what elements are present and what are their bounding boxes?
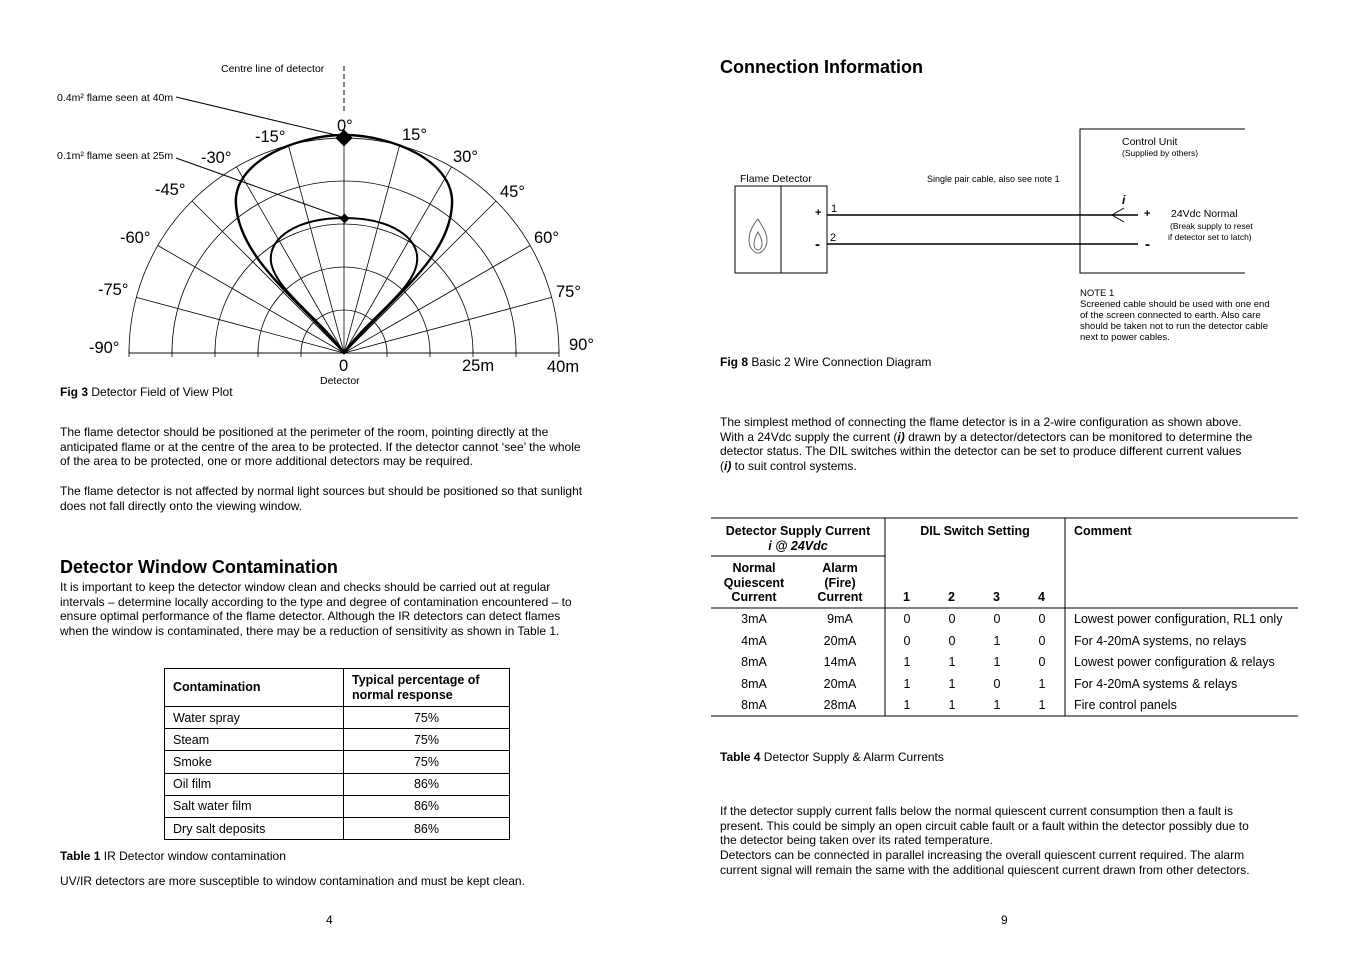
table-cell-s1: 1 [903, 698, 911, 712]
table-cell-normal: 8mA [741, 698, 767, 712]
table-cell-alarm: 9mA [827, 612, 853, 626]
angle-label-60: 60° [534, 229, 559, 247]
col-dil-header: DIL Switch Setting [920, 524, 1030, 538]
current-arrow-icon [1112, 208, 1124, 222]
range-40m-label: 40m [547, 358, 580, 376]
table4-caption: Table 4 Detector Supply & Alarm Currents [720, 750, 944, 764]
flame-40m-label: 0.4m² flame seen at 40m [57, 92, 174, 104]
terminal-2: 2 [830, 232, 837, 244]
table-cell-normal: 4mA [741, 633, 767, 648]
supply-note-line-1: (Break supply to reset [1170, 221, 1253, 231]
table-row: Steam 75% [165, 729, 510, 751]
fov-grid [129, 138, 559, 357]
cable-note-label: Single pair cable, also see note 1 [927, 174, 1060, 184]
col-alarm-header: Alarm (Fire) Current [817, 561, 863, 604]
angle-ray [158, 246, 344, 354]
flame-25m-marker [340, 214, 350, 224]
left-paragraph-3: It is important to keep the detector window clean and checks should be carried out at regular intervals – determine locally according to the type and degree of contamination encountered – to ensure optimal performance of the flame detector. Although the IR detectors can detect flames when the window is contaminated, there may be a reduction of sensitivity as shown in Table 1. [60, 580, 572, 639]
right-page-number: 9 [1001, 913, 1008, 927]
col-comment-header: Comment [1074, 524, 1132, 538]
fig8-caption: Fig 8 Basic 2 Wire Connection Diagram [720, 355, 932, 369]
angle-ray [344, 167, 452, 353]
col-supply-header: Detector Supply Current i @ 24Vdc [725, 524, 871, 553]
col-response-header: Typical percentage of normal response [344, 669, 510, 707]
detector-minus: - [815, 236, 820, 253]
angle-label-75: 75° [556, 283, 581, 301]
control-unit-label: Control Unit [1122, 136, 1178, 148]
flame-25m-label: 0.1m² flame seen at 25m [57, 150, 174, 162]
current-symbol: i [1122, 193, 1126, 207]
table1-caption: Table 1 IR Detector window contamination [60, 849, 286, 863]
table-cell-comment: For 4-20mA systems, no relays [1074, 633, 1247, 648]
control-unit-box [1080, 129, 1245, 273]
fig3-caption: Fig 3 Detector Field of View Plot [60, 385, 233, 399]
angle-ray [344, 246, 530, 354]
table-cell-s2: 1 [948, 676, 956, 691]
detector-label: Detector [320, 375, 360, 387]
angle-ray [136, 297, 344, 353]
angle-label-90: 90° [569, 336, 594, 354]
terminal-1: 1 [831, 203, 838, 215]
control-plus: + [1144, 208, 1151, 220]
table-row: Smoke 75% [165, 751, 510, 773]
table-row: Water spray 75% [165, 707, 510, 729]
note-1: NOTE 1 Screened cable should be used with one end of the screen connected to earth. Also care should be taken not to run the detector cable next to power cables. [1080, 288, 1270, 343]
table-cell-alarm: 20mA [823, 676, 857, 691]
table-cell-normal: 8mA [741, 655, 767, 669]
angle-label-15: 15° [402, 126, 427, 144]
table-cell-normal: 3mA [741, 612, 767, 626]
supply-note-line-2: if detector set to latch) [1168, 232, 1252, 242]
table-cell-alarm: 14mA [823, 655, 857, 669]
detector-plus: + [815, 207, 822, 219]
field-of-view-plot [0, 0, 640, 400]
left-paragraph-4: UV/IR detectors are more susceptible to window contamination and must be kept clean. [60, 874, 525, 888]
angle-label-minus15: -15° [255, 128, 286, 146]
flame-detector-label: Flame Detector [740, 173, 812, 185]
angle-ray [192, 201, 344, 353]
angle-label-45: 45° [500, 183, 525, 201]
table-cell-alarm: 28mA [823, 698, 857, 712]
centre-line-label: Centre line of detector [221, 63, 325, 75]
table-cell-s3: 1 [993, 655, 1001, 669]
table-cell-s4: 0 [1038, 612, 1046, 626]
right-paragraph-1: The simplest method of connecting the flame detector is in a 2-wire configuration as shown above. With a 24Vdc supply the current (i) drawn by a detector/detectors can be monitored to determine the detector status. The DIL switches within the detector can be set to produce different current values (i) to suit control systems. [720, 415, 1253, 474]
leader-25m [176, 158, 344, 218]
flame-icon [749, 219, 767, 253]
flame-detector-box [735, 186, 827, 273]
table-cell-s2: 1 [948, 698, 956, 712]
table-cell-s1: 1 [903, 655, 911, 669]
connection-heading: Connection Information [720, 57, 923, 77]
col-contamination-header: Contamination [165, 669, 344, 707]
supply-label: 24Vdc Normal [1171, 208, 1238, 220]
table-cell-normal: 8mA [741, 676, 767, 691]
right-paragraph-2: If the detector supply current falls below the normal quiescent current consumption then a fault is present. This could be simply an open circuit cable fault or a fault within the detector possibly due to the detector being taken over its rated temperature. Detectors can be connected in parallel increasing the overall quiescent current required. The alarm current signal will remain the same with the additional quiescent current drawn from other detectors. [720, 804, 1250, 877]
control-minus: - [1145, 236, 1150, 253]
control-unit-sub: (Supplied by others) [1122, 148, 1199, 158]
table-cell-comment: Fire control panels [1074, 698, 1177, 712]
angle-label-minus75: -75° [98, 281, 129, 299]
table-row: Oil film 86% [165, 773, 510, 795]
table-cell-s2: 1 [948, 655, 956, 669]
table-cell-s4: 0 [1038, 655, 1046, 669]
angle-label-0: 0° [337, 117, 353, 135]
angle-label-minus45: -45° [155, 181, 186, 199]
angle-ray [344, 201, 496, 353]
table-cell-s1: 1 [903, 676, 911, 691]
table-cell-s3: 1 [993, 633, 1001, 648]
origin-label: 0 [339, 357, 349, 375]
table-cell-alarm: 20mA [823, 633, 857, 648]
table-cell-comment: Lowest power configuration & relays [1074, 655, 1275, 669]
angle-label-minus30: -30° [201, 149, 232, 167]
angle-label-30: 30° [453, 148, 478, 166]
table-cell-s3: 0 [993, 676, 1001, 691]
col-switch-1-header: 1 [903, 590, 910, 604]
left-page-number: 4 [326, 913, 333, 927]
range-25m-label: 25m [462, 357, 495, 375]
table-cell-s3: 1 [993, 698, 1001, 712]
contamination-heading: Detector Window Contamination [60, 557, 338, 577]
angle-label-minus60: -60° [120, 229, 151, 247]
table-cell-s2: 0 [948, 612, 956, 626]
col-switch-3-header: 3 [993, 590, 1000, 604]
table-cell-s3: 0 [993, 612, 1001, 626]
table-cell-s4: 1 [1038, 676, 1046, 691]
left-paragraph-2: The flame detector is not affected by normal light sources but should be positioned so that sunlight does not fall directly onto the viewing window. [60, 484, 583, 513]
table-cell-s1: 0 [903, 612, 911, 626]
table-cell-s4: 0 [1038, 633, 1046, 648]
angle-ray [344, 297, 552, 353]
table-row: Dry salt deposits 86% [165, 817, 510, 839]
left-paragraph-1: The flame detector should be positioned at the perimeter of the room, pointing directly at the anticipated flame or at the centre of the area to be protected. If the detector cannot ‘see’ the whole of the area to be protected, one or more additional detectors may be required. [60, 425, 581, 469]
table-cell-comment: For 4-20mA systems & relays [1074, 676, 1238, 691]
table-cell-s1: 0 [903, 633, 911, 648]
table-cell-s4: 1 [1038, 698, 1046, 712]
angle-ray [237, 167, 345, 353]
col-switch-2-header: 2 [948, 590, 955, 604]
table-cell-comment: Lowest power configuration, RL1 only [1074, 612, 1283, 626]
col-normal-header: Normal Quiescent Current [723, 561, 785, 604]
contamination-table [164, 668, 510, 840]
table-cell-s2: 0 [948, 633, 956, 648]
angle-label-minus90: -90° [89, 339, 120, 357]
col-switch-4-header: 4 [1038, 590, 1045, 604]
table-row: Salt water film 86% [165, 795, 510, 817]
